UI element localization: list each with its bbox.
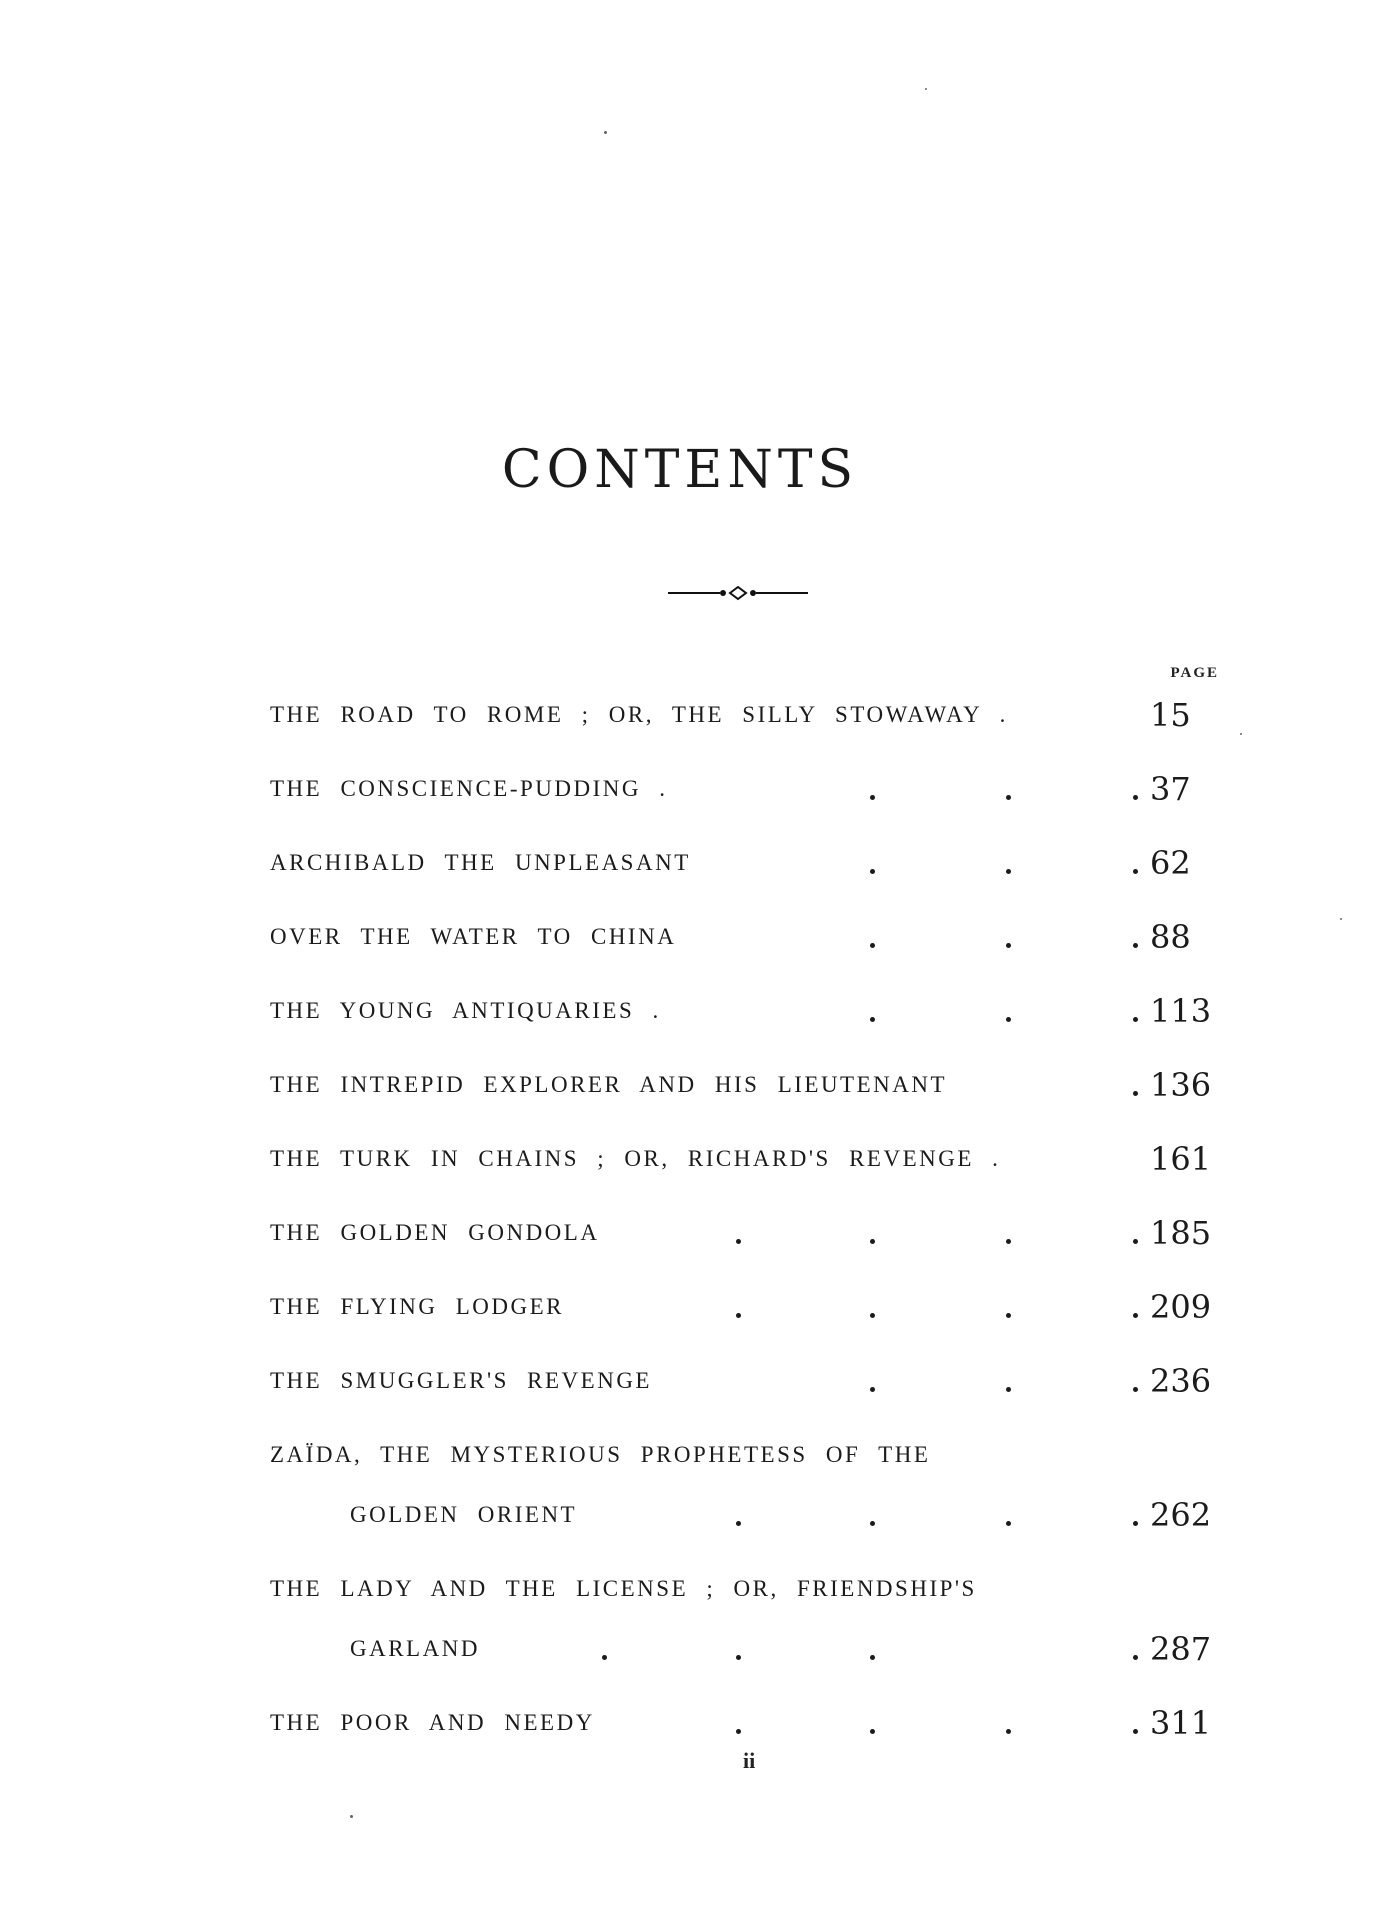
dot-leader: [1133, 795, 1138, 800]
toc-entry: [270, 1134, 1220, 1178]
toc-entry-title: THE INTREPID EXPLORER AND HIS LIEUTENANT: [270, 1072, 948, 1097]
dot-leader: [1133, 1091, 1138, 1096]
scan-speck: [604, 131, 607, 134]
dot-leader: [1133, 1313, 1138, 1318]
toc-entry-title: ZAÏDA, THE MYSTERIOUS PROPHETESS OF THE: [270, 1442, 931, 1467]
toc-entry: [270, 1208, 1220, 1252]
toc-entry-title: THE SMUGGLER'S REVENGE: [270, 1368, 652, 1393]
toc-entry-title: THE YOUNG ANTIQUARIES .: [270, 998, 661, 1023]
dot-leaders: [730, 1224, 1190, 1244]
dot-leader: [1133, 1655, 1138, 1660]
toc-entry-page: 15: [1150, 696, 1191, 734]
toc-entry-title: THE ROAD TO ROME ; OR, THE SILLY STOWAWAY .: [270, 702, 1008, 727]
page-column-label: PAGE: [1170, 665, 1219, 681]
toc-entry-page: 136: [1150, 1066, 1212, 1104]
page-folio: ii: [743, 1748, 756, 1773]
toc-entry-page: 37: [1150, 770, 1191, 808]
toc-entry-line: [270, 1564, 1220, 1608]
toc-entry: [270, 1282, 1220, 1326]
table-of-contents: [270, 690, 1220, 1772]
toc-entry: [270, 764, 1220, 808]
scan-speck: [1240, 733, 1242, 735]
toc-entry: [270, 1356, 1220, 1400]
dot-leader: [1133, 1017, 1138, 1022]
toc-entry-page: 262: [1150, 1496, 1212, 1534]
dot-leader: [1133, 1521, 1138, 1526]
page-title: CONTENTS: [501, 440, 859, 500]
dot-leaders: [730, 854, 1190, 874]
dot-leaders: [730, 928, 1190, 948]
dot-leaders: [730, 1714, 1190, 1734]
toc-entry: [270, 912, 1220, 956]
toc-entry-title: THE GOLDEN GONDOLA: [270, 1220, 600, 1245]
dot-leaders: [730, 1002, 1190, 1022]
toc-entry-page: 185: [1150, 1214, 1212, 1252]
dot-leader: [1133, 1239, 1138, 1244]
toc-entry: [270, 1060, 1220, 1104]
toc-entry-title: THE CONSCIENCE-PUDDING .: [270, 776, 668, 801]
dot-leaders: [730, 1298, 1190, 1318]
scan-speck: [925, 88, 927, 90]
scan-speck: [350, 1815, 353, 1818]
toc-entry: [270, 690, 1220, 734]
dot-leader: [1133, 1729, 1138, 1734]
toc-entry-page: 88: [1150, 918, 1191, 956]
toc-entry-page: 62: [1150, 844, 1191, 882]
toc-entry: [270, 838, 1220, 882]
toc-entry-page: 209: [1150, 1288, 1212, 1326]
toc-entry-page: 311: [1150, 1704, 1212, 1742]
dot-leaders: [730, 1640, 1190, 1660]
toc-entry-line: [270, 1490, 1220, 1534]
dot-leader: [1133, 943, 1138, 948]
toc-entry-title: THE FLYING LODGER: [270, 1294, 565, 1319]
toc-entry-line: [270, 1430, 1220, 1474]
dot-leader: [1133, 1387, 1138, 1392]
scan-speck: [1340, 918, 1342, 920]
toc-entry-title-continued: GARLAND: [350, 1636, 480, 1661]
toc-entry-title: THE POOR AND NEEDY: [270, 1710, 595, 1735]
ornament-divider: [668, 578, 808, 608]
toc-entry-title: OVER THE WATER TO CHINA: [270, 924, 677, 949]
toc-entry: [270, 986, 1220, 1030]
toc-entry-line: [270, 1624, 1220, 1668]
toc-entry: [270, 1564, 1220, 1668]
toc-entry-title: THE TURK IN CHAINS ; OR, RICHARD'S REVENGE .: [270, 1146, 1001, 1171]
toc-entry: [270, 1430, 1220, 1534]
toc-entry-title: ARCHIBALD THE UNPLEASANT: [270, 850, 691, 875]
toc-entry-page: 236: [1150, 1362, 1212, 1400]
toc-entry-page: 161: [1150, 1140, 1212, 1178]
dot-leaders: [730, 780, 1190, 800]
toc-entry-page: 287: [1150, 1630, 1212, 1668]
toc-entry-title-continued: GOLDEN ORIENT: [350, 1502, 578, 1527]
dot-leaders: [730, 1506, 1190, 1526]
dot-leader: [1133, 869, 1138, 874]
toc-entry-title: THE LADY AND THE LICENSE ; OR, FRIENDSHIP'S: [270, 1576, 977, 1601]
dot-leaders: [730, 1372, 1190, 1392]
toc-entry: [270, 1698, 1220, 1742]
toc-entry-page: 113: [1150, 992, 1212, 1030]
